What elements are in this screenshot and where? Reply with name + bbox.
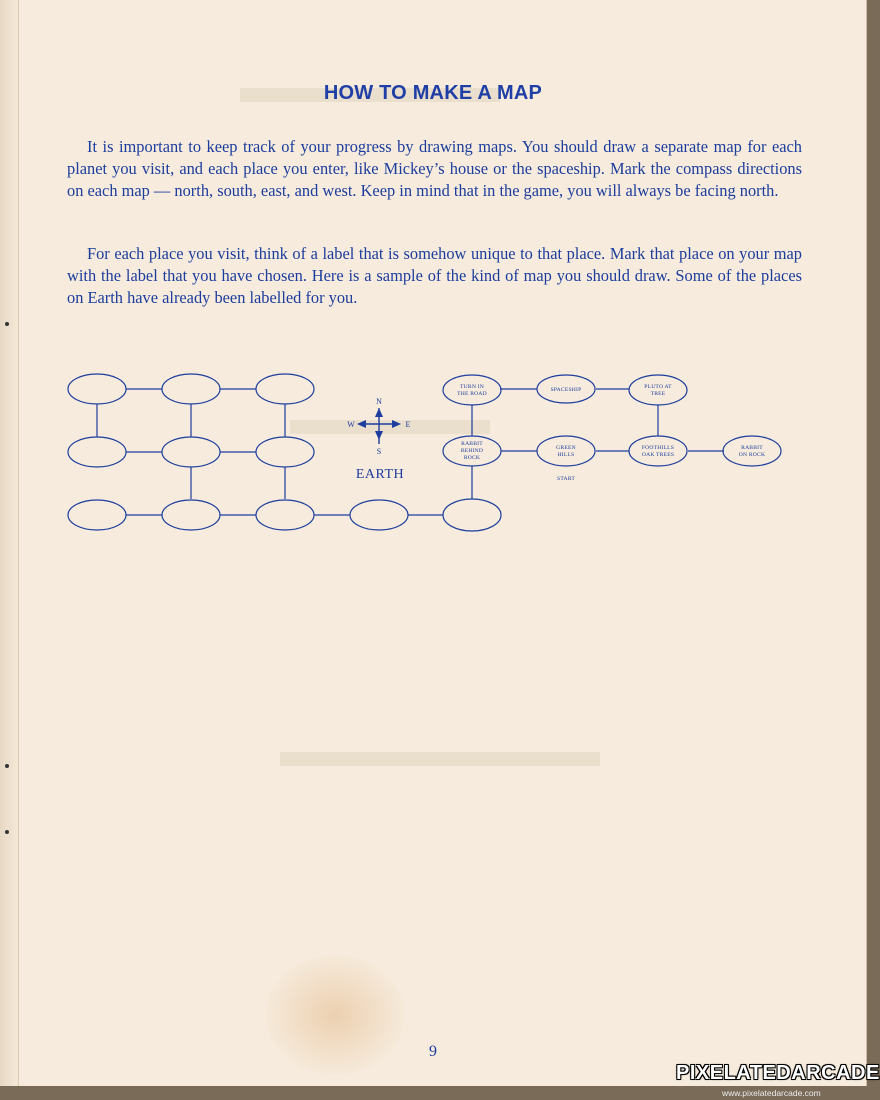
paragraph-1: It is important to keep track of your progress by drawing maps. You should draw a separate map for each planet you visit, and each place you enter, like Mickey’s house or the spaceship. Mark the compass directions on each map — north, south, east, and west. Keep in mind that in the game, you will always be facing north.	[67, 137, 802, 200]
binding-hole	[5, 764, 9, 768]
map-location	[162, 500, 220, 530]
node-label-line: RABBIT	[741, 445, 763, 451]
watermark-brand: PIXELATEDARCADE	[676, 1062, 880, 1084]
node-label-line: GREEN	[556, 445, 576, 451]
map-location-green-hills	[537, 436, 595, 466]
map-location-pluto-at-tree	[629, 375, 687, 405]
compass-west: W	[347, 420, 355, 429]
map-location	[256, 437, 314, 467]
map-location	[68, 437, 126, 467]
compass-rose	[347, 397, 410, 456]
node-label-line: BEHIND	[460, 448, 484, 454]
compass-south: S	[376, 447, 382, 456]
map-location	[68, 374, 126, 404]
node-label-line: ROCK	[463, 455, 481, 461]
bleed-through-shape	[280, 752, 600, 766]
node-label-line: HILLS	[557, 452, 575, 458]
map-location	[162, 437, 220, 467]
node-label-line: TURN IN	[460, 384, 484, 390]
page-binding	[0, 0, 19, 1086]
map-location-foothills-oak-trees	[629, 436, 687, 466]
watermark-url: www.pixelatedarcade.com	[722, 1088, 821, 1098]
node-label-line: ON ROCK	[738, 452, 766, 458]
binding-hole	[5, 830, 9, 834]
node-label-line: FOOTHILLS	[641, 445, 675, 451]
node-label-line: SPACESHIP	[550, 387, 582, 393]
node-label-line: RABBIT	[461, 441, 483, 447]
compass-east: E	[405, 420, 411, 429]
planet-label: EARTH	[355, 467, 405, 482]
node-label-line: OAK TREES	[641, 452, 675, 458]
node-label-line: THE ROAD	[457, 391, 487, 397]
map-location-turn-in-the-road	[443, 375, 501, 405]
page-number: 9	[429, 1043, 437, 1060]
page-title: HOW TO MAKE A MAP	[323, 82, 543, 104]
map-location	[350, 500, 408, 530]
node-label-line: TREE	[650, 391, 666, 397]
map-location	[443, 499, 501, 531]
map-location	[68, 500, 126, 530]
map-location	[162, 374, 220, 404]
compass-north: N	[376, 397, 382, 406]
node-label-line: PLUTO AT	[644, 384, 672, 390]
map-location-rabbit-on-rock	[723, 436, 781, 466]
start-label: START	[557, 476, 575, 482]
map-location	[256, 374, 314, 404]
map-location	[256, 500, 314, 530]
paragraph-2: For each place you visit, think of a label that is somehow unique to that place. Mark that place on your map with the label that you have chosen. Here is a sample of the kind of map you should draw. Some of the places on Earth have already been labelled for you.	[67, 244, 802, 307]
binding-hole	[5, 322, 9, 326]
sample-map	[0, 360, 866, 540]
